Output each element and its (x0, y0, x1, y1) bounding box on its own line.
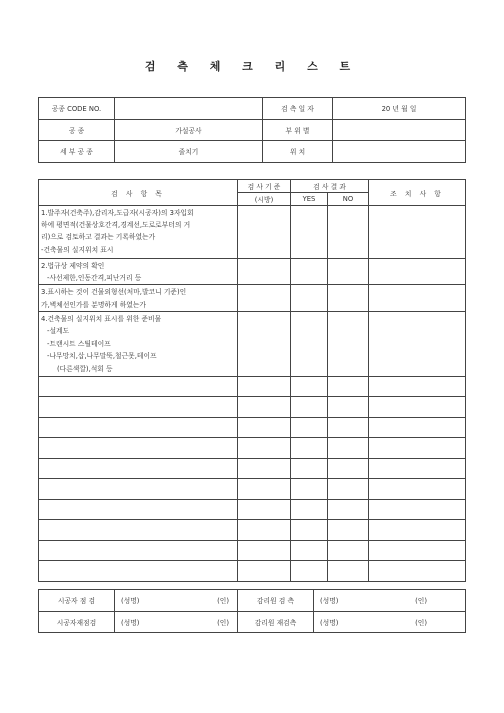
no-header: NO (328, 193, 369, 206)
detail-work-label: 세 부 공 종 (39, 141, 115, 163)
part-label: 부 위 별 (263, 119, 333, 141)
work-type-label: 공 종 (39, 119, 115, 141)
table-row (39, 499, 466, 520)
table-row (39, 417, 466, 438)
signature-row (39, 590, 466, 612)
table-row (39, 206, 466, 259)
seal-mark: (인) (415, 597, 427, 606)
seal-mark: (인) (415, 618, 427, 627)
criteria-sub-header: (시방) (238, 193, 291, 206)
construction-code-value (115, 98, 263, 120)
table-row (39, 479, 466, 500)
supervisor-signature: (성명) (인) (314, 590, 466, 612)
table-row (39, 259, 466, 285)
header-row (39, 119, 466, 141)
location-value (333, 141, 466, 163)
contractor-check-label: 시공자 점 검 (39, 590, 115, 612)
supervisor-recheck-label: 감리원 재검측 (238, 611, 314, 633)
table-row (39, 561, 466, 582)
table-row (39, 438, 466, 459)
contractor-recheck-signature: (성명) (인) (115, 611, 238, 633)
header-row (39, 98, 466, 120)
result-header: 검 사 결 과 (291, 180, 369, 193)
detail-work-value: 줄치기 (115, 141, 263, 163)
action-header: 조 치 사 항 (369, 180, 466, 206)
table-row (39, 376, 466, 397)
table-row (39, 458, 466, 479)
part-value (333, 119, 466, 141)
checklist-item-2: 2.법규상 제약의 확인 -사선제한,인동간격,피난거리 등 (39, 259, 238, 285)
work-type-value: 가설공사 (115, 119, 263, 141)
table-row (39, 540, 466, 561)
header-row (39, 141, 466, 163)
location-label: 위 치 (263, 141, 333, 163)
seal-mark: (인) (217, 618, 229, 627)
contractor-recheck-label: 시공자재점검 (39, 611, 115, 633)
signature-table (38, 589, 466, 633)
yes-header: YES (291, 193, 328, 206)
items-header: 검 사 항 목 (39, 180, 238, 206)
checklist-item-1: 1.발주자(건축주),감리자,도급자(시공자)의 3자입회 하에 평면적(건물상호간격,경계선,도로로부터의 거 리)으로 검토하고 결과는 기록하였는가 -건축물의 실지위치 표시 (39, 206, 238, 259)
checklist-table (38, 179, 466, 582)
table-row (39, 397, 466, 418)
table-row (39, 285, 466, 311)
inspection-date-value: 20 년 월 일 (333, 98, 466, 120)
inspection-date-label: 검 측 일 자 (263, 98, 333, 120)
signature-row (39, 611, 466, 633)
table-row (39, 311, 466, 376)
document-title: 검 측 체 크 리 스 트 (144, 60, 360, 73)
seal-mark: (인) (217, 597, 229, 606)
checklist-item-3: 3.표시하는 것이 건물외형선(처마,발코니 기준)인 가,벽체선인가를 분명하게 하였는가 (39, 285, 238, 311)
header-info-table (38, 97, 466, 163)
table-row (39, 520, 466, 541)
contractor-signature: (성명) (인) (115, 590, 238, 612)
criteria-header: 검 사 기 준 (238, 180, 291, 193)
supervisor-check-label: 감리원 검 측 (238, 590, 314, 612)
supervisor-recheck-signature: (성명) (인) (314, 611, 466, 633)
checklist-item-4: 4.건축물의 실지위치 표시를 위한 준비물 -설계도 -트랜시트 스틸테이프 -나무망치,삽,나무말뚝,철근못,테이프 (다른색깔),석회 등 (39, 311, 238, 376)
construction-code-label: 공종 CODE NO. (39, 98, 115, 120)
